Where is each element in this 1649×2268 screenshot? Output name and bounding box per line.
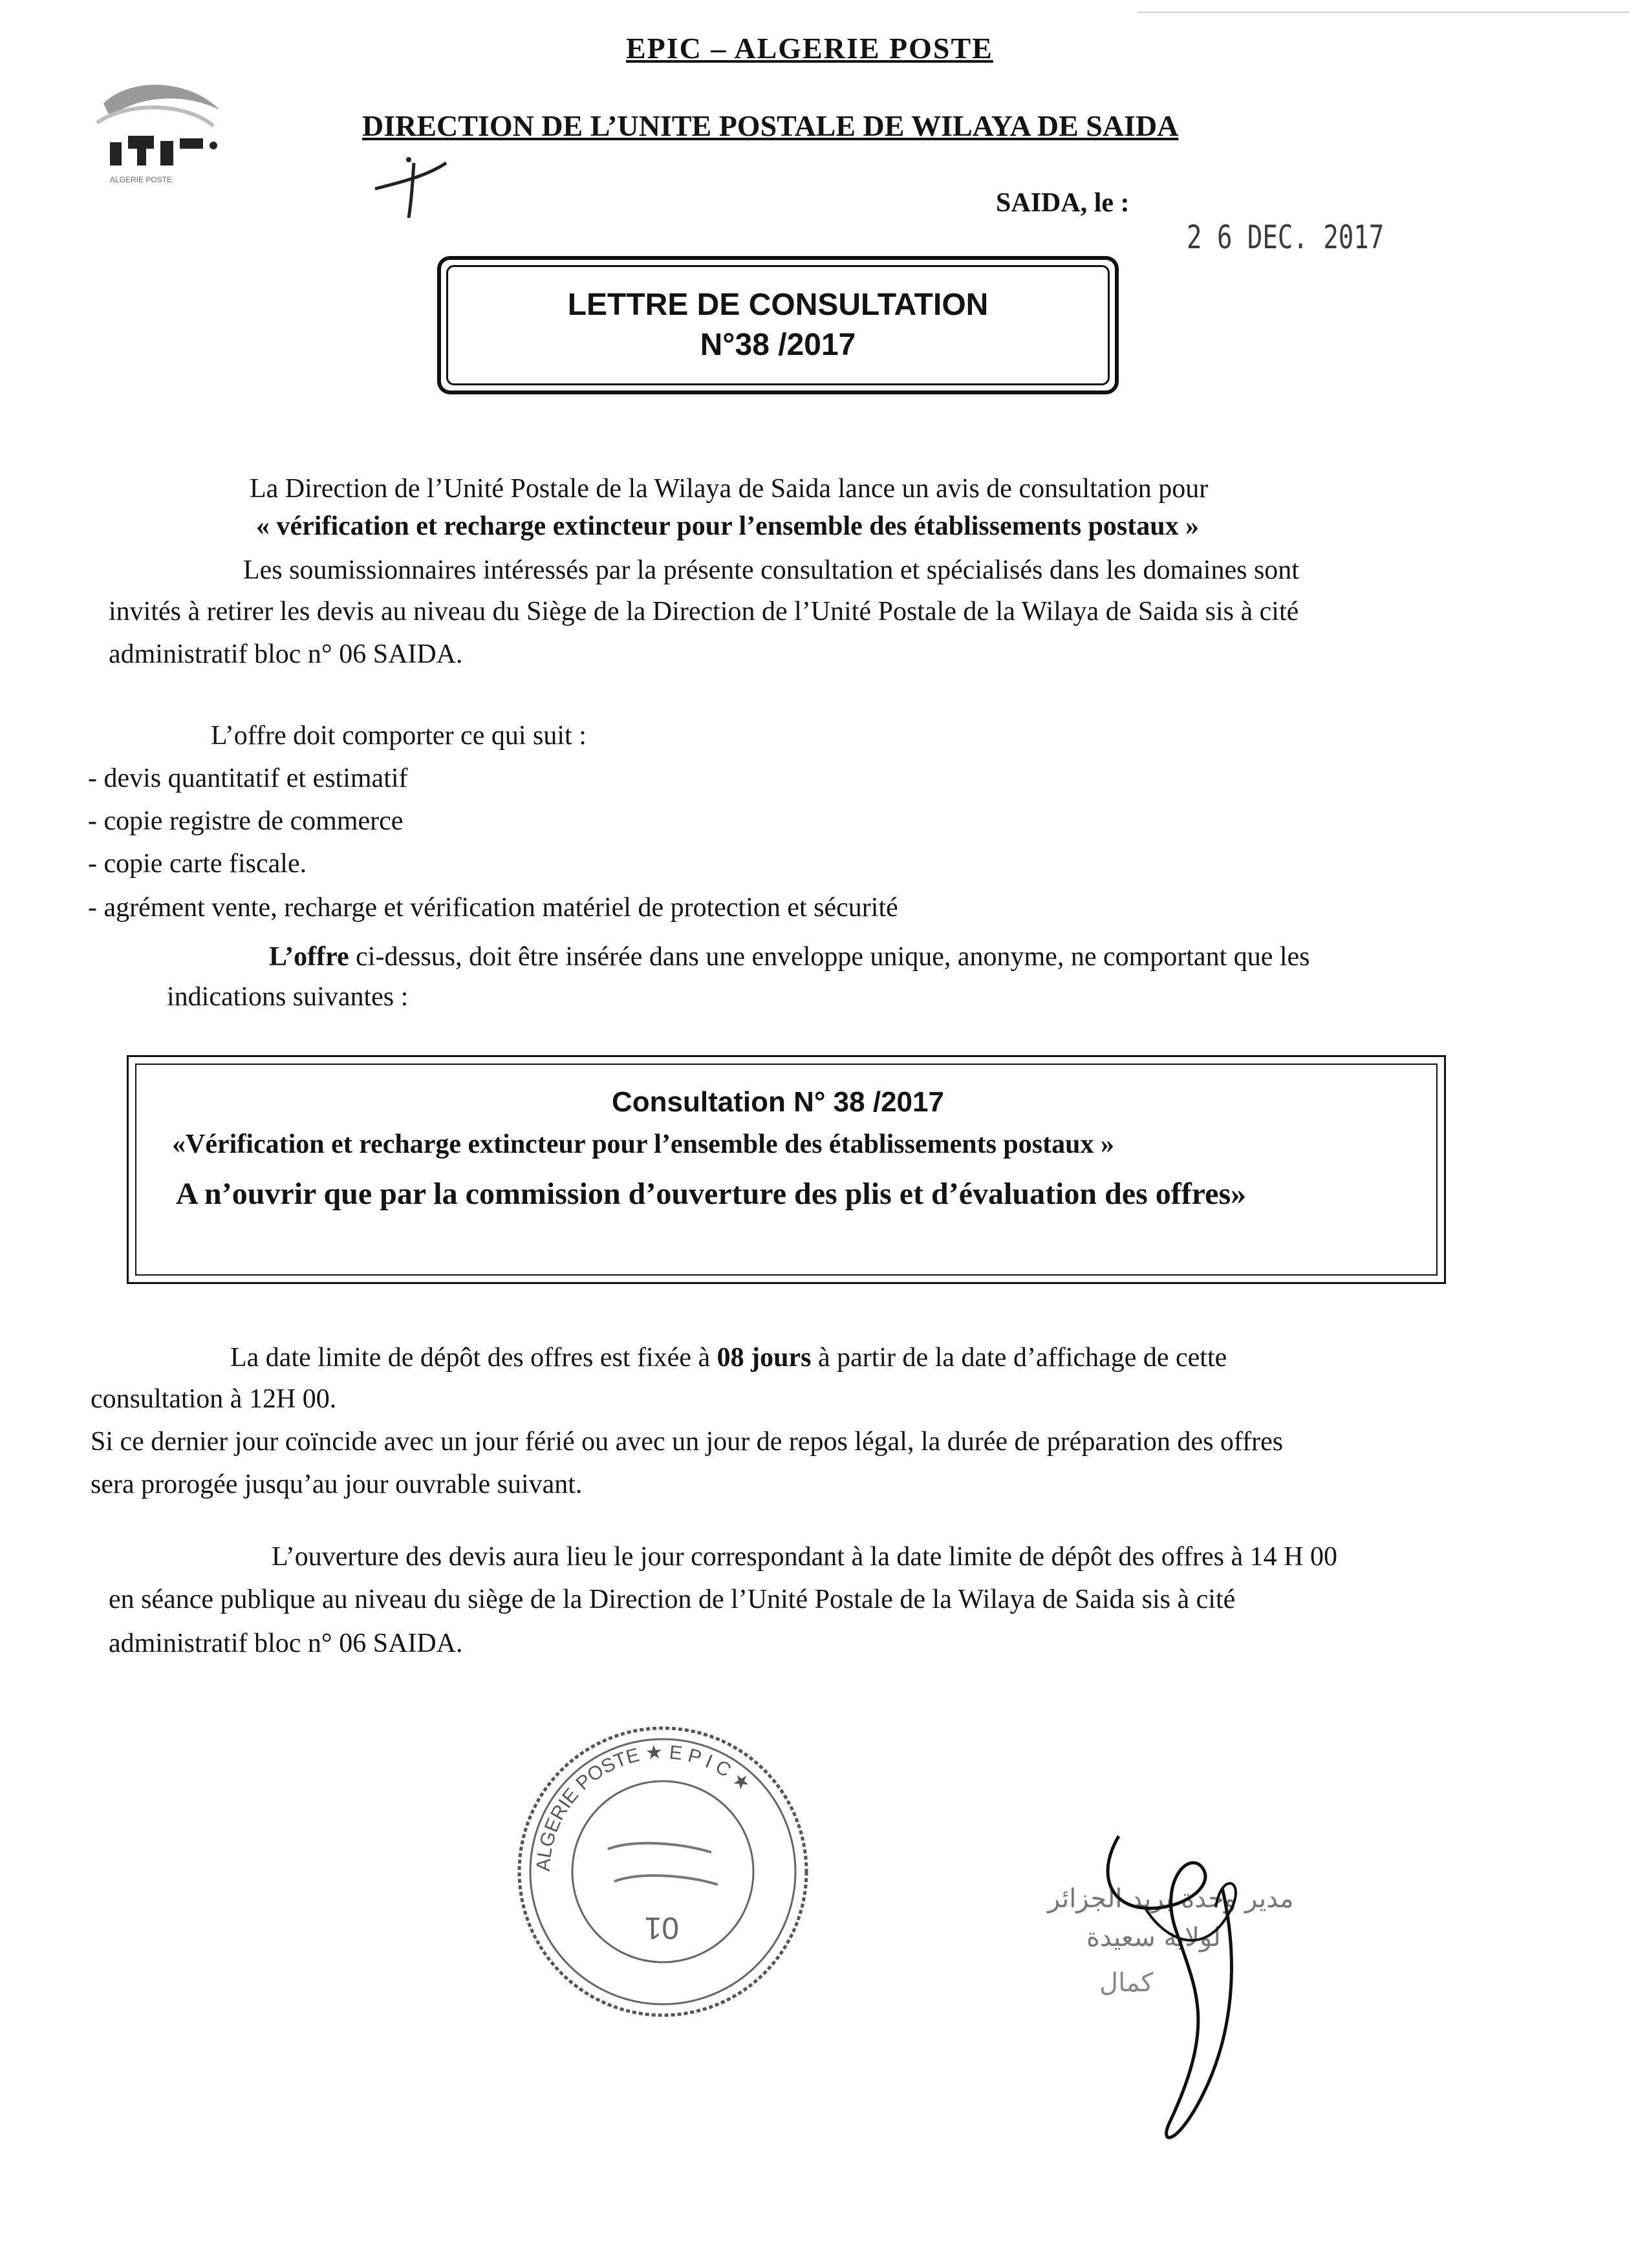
signature-arabic-name: كمال bbox=[1099, 1968, 1154, 1998]
direction-heading: DIRECTION DE L’UNITE POSTALE DE WILAYA DE SAIDA bbox=[362, 109, 1179, 142]
consultation-number: N°38 /2017 bbox=[700, 328, 856, 362]
opening-line-2: en séance publique au niveau du siège de la Direction de l’Unité Postale de la Wilaya de Saida sis à cité bbox=[109, 1585, 1236, 1614]
date-stamp: 2 6 DEC. 2017 bbox=[1187, 219, 1385, 256]
deadline-line-1 bbox=[230, 1342, 1227, 1373]
deadline-text: La date limite de dépôt des offres est fixée à bbox=[230, 1343, 717, 1373]
stamp-center-text: 01 bbox=[644, 1910, 679, 1945]
offer-bold-lead: L’offre bbox=[269, 942, 349, 972]
offer-item: - devis quantitatif et estimatif bbox=[88, 764, 408, 793]
offer-item: - copie carte fiscale. bbox=[88, 849, 307, 879]
signature-arabic-wilaya: لولاية سعيدة bbox=[1086, 1923, 1221, 1952]
signature bbox=[1009, 1810, 1436, 2159]
envelope-instruction-text: ci-dessus, doit être insérée dans une enveloppe unique, anonyme, ne comportant que les bbox=[349, 942, 1310, 972]
intro-line-2: « vérification et recharge extincteur pour l’ensemble des établissements postaux » bbox=[256, 511, 1200, 541]
document-title: LETTRE DE CONSULTATION bbox=[567, 288, 989, 322]
deadline-line-3: Si ce dernier jour coïncide avec un jour férié ou avec un jour de repos légal, la durée de préparation des offres bbox=[91, 1427, 1284, 1457]
title-inner bbox=[446, 265, 1110, 385]
offer-item: - agrément vente, recharge et vérification matériel de protection et sécurité bbox=[88, 893, 898, 923]
offer-item: - copie registre de commerce bbox=[88, 806, 404, 836]
deadline-days: 08 jours bbox=[717, 1343, 812, 1373]
envelope-warning: A n’ouvrir que par la commission d’ouverture des plis et d’évaluation des offres» bbox=[176, 1177, 1247, 1211]
envelope-subject: «Vérification et recharge extincteur pour l’ensemble des établissements postaux » bbox=[172, 1129, 1114, 1159]
opening-line-3: administratif bloc n° 06 SAIDA. bbox=[109, 1629, 463, 1658]
intro-line-1: La Direction de l’Unité Postale de la Wilaya de Saida lance un avis de consultation pour bbox=[250, 474, 1209, 504]
official-stamp bbox=[511, 1720, 815, 2024]
scan-edge-line bbox=[1138, 12, 1630, 13]
stamp-ring-text: ALGERIE POSTE ★ E P I C ★ bbox=[532, 1741, 755, 1872]
intro-line-4: invités à retirer les devis au niveau du Siège de la Direction de l’Unité Postale de la Wilaya de Saida sis à cité bbox=[109, 597, 1299, 626]
logo-caption: ALGERIE POSTE bbox=[110, 175, 173, 184]
intro-line-3: Les soumissionnaires intéressés par la présente consultation et spécialisés dans les domaines sont bbox=[243, 555, 1299, 585]
city-date-label: SAIDA, le : bbox=[996, 188, 1130, 218]
envelope-instruction-line-1 bbox=[269, 941, 1310, 972]
organization-heading: EPIC – ALGERIE POSTE bbox=[626, 32, 993, 65]
handwritten-mark bbox=[362, 150, 453, 221]
algerie-poste-logo bbox=[91, 65, 226, 187]
offer-intro: L’offre doit comporter ce qui suit : bbox=[211, 721, 587, 751]
title-box bbox=[437, 256, 1119, 394]
intro-line-5: administratif bloc n° 06 SAIDA. bbox=[109, 639, 463, 669]
envelope-consultation-number: Consultation N° 38 /2017 bbox=[612, 1086, 944, 1118]
deadline-text-rest: à partir de la date d’affichage de cette bbox=[811, 1343, 1227, 1373]
deadline-line-2: consultation à 12H 00. bbox=[91, 1384, 337, 1414]
opening-line-1: L’ouverture des devis aura lieu le jour correspondant à la date limite de dépôt des offres à 14 H 00 bbox=[272, 1542, 1337, 1572]
signature-arabic-title: مدير وحدة بريد الجزائر bbox=[1048, 1884, 1294, 1914]
envelope-instruction-line-2: indications suivantes : bbox=[167, 982, 409, 1012]
deadline-line-4: sera prorogée jusqu’au jour ouvrable suivant. bbox=[91, 1470, 583, 1499]
